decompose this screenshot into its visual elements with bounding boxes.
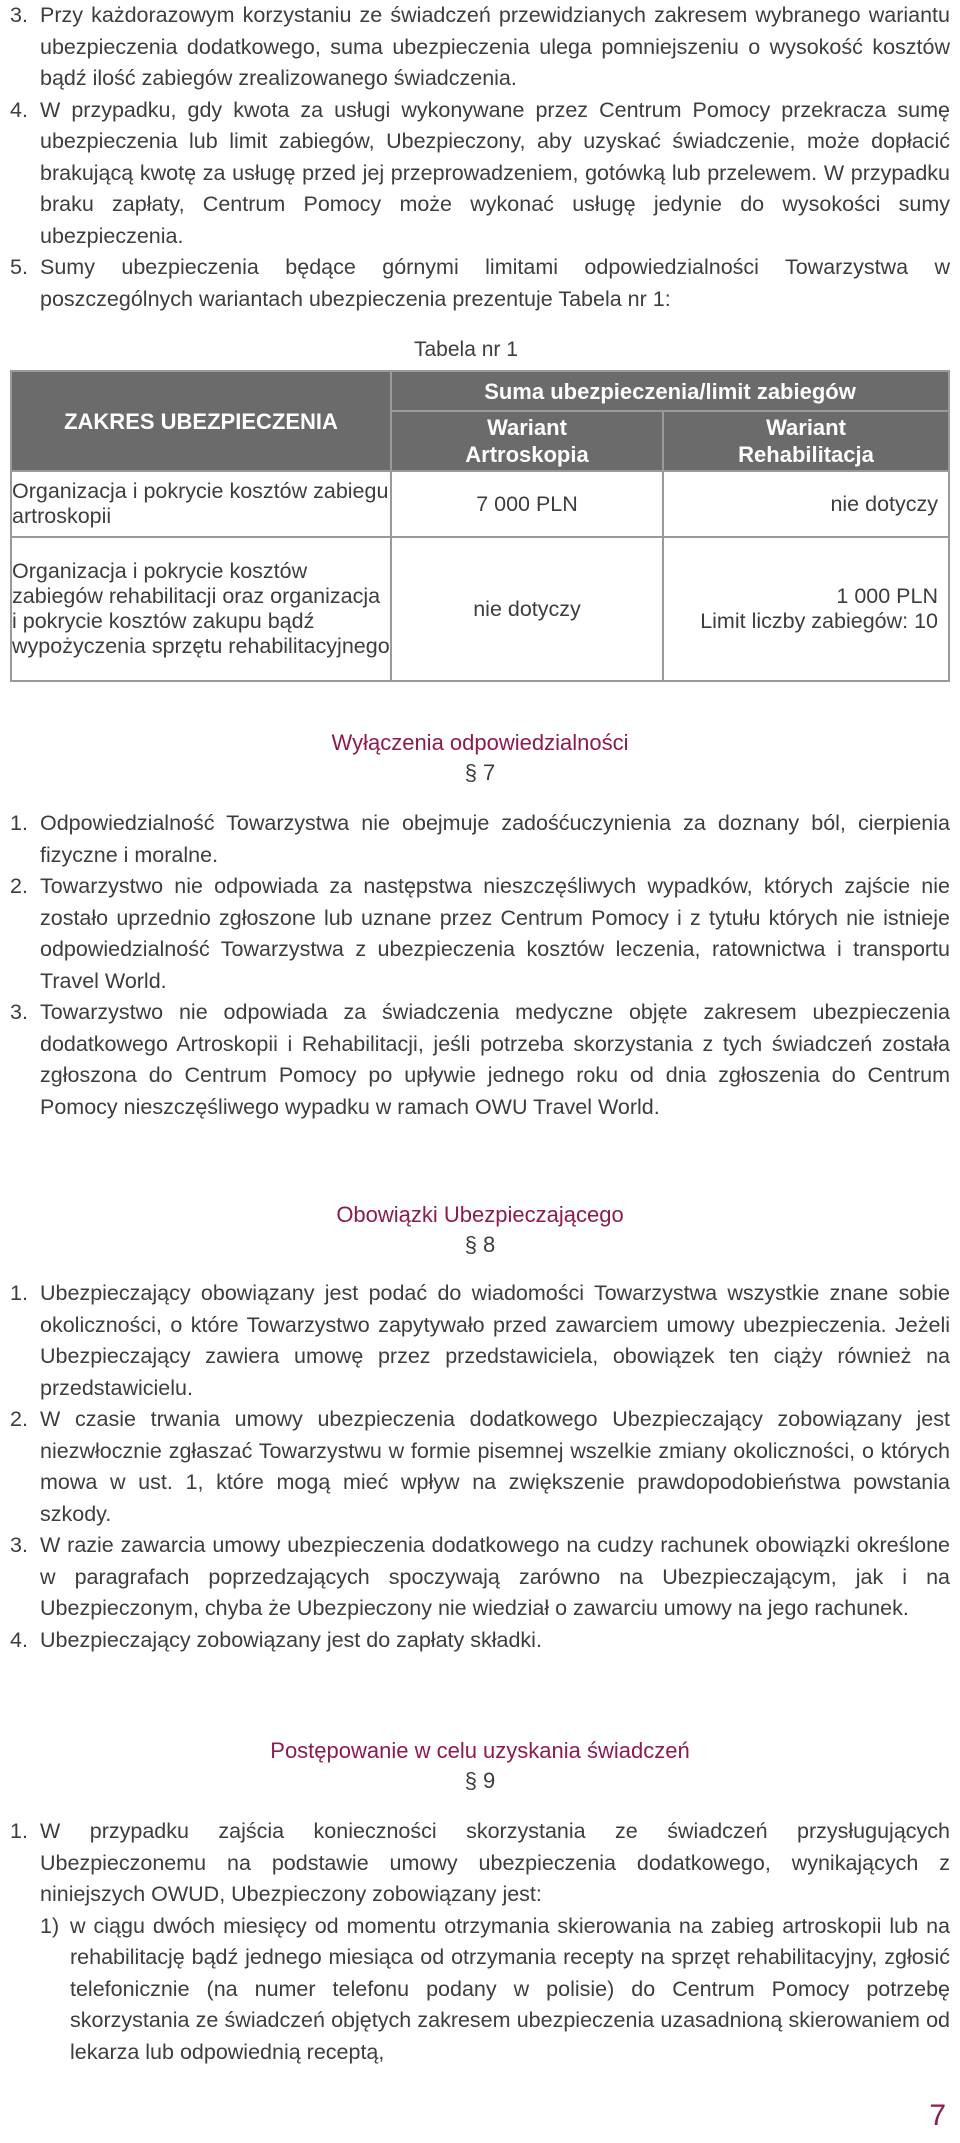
section-9-item-1-sub-1: 1) w ciągu dwóch miesięcy od momentu otrzymania skierowania na zabieg artroskopii lub na rehabilitację bądź jednego miesiąca od otrzymania recepty na sprzęt rehabilitacyjny, zgłosić telefonicznie (na numer telefonu podany w polisie) do Centrum Pomocy potrzebę skorzystania ze świadczeń objętych zakresem ubezpieczenia uzasadnioną skierowaniem od lekarza lub odpowiednią receptą, xyxy=(40,1913,950,2064)
coverage-intro xyxy=(10,0,950,315)
section-title: Wyłączenia odpowiedzialności xyxy=(331,730,629,755)
header-sum: Suma ubezpieczenia/limit zabiegów xyxy=(391,371,949,411)
page-number: 7 xyxy=(929,2099,946,2132)
header-variant-artroskopia: Wariant Artroskopia xyxy=(391,411,663,471)
row-rehab-value: 1 000 PLN Limit liczby zabiegów: 10 xyxy=(663,537,949,681)
header-scope: ZAKRES UBEZPIECZENIA xyxy=(11,371,391,471)
intro-item-3: 3. Przy każdorazowym korzystaniu ze świadczeń przewidzianych zakresem wybranego wariantu ubezpieczenia dodatkowego, suma ubezpieczenia ulega pomniejszeniu o wysokość kosztów bądź ilość zabiegów zrealizowanego świadczenia. xyxy=(10,3,950,90)
section-9 xyxy=(10,1736,950,2068)
row-artro-value: nie dotyczy xyxy=(391,537,663,681)
section-7-item-3: 3. Towarzystwo nie odpowiada za świadczenia medyczne objęte zakresem ubezpieczenia dodatkowego Artroskopii i Rehabilitacji, jeśli potrzeba skorzystania z tych świadczeń została zgłoszona do Centrum Pomocy po upływie jednego roku od dnia zgłoszenia do Centrum Pomocy nieszczęśliwego wypadku w ramach OWU Travel World. xyxy=(10,1000,950,1119)
table-caption: Tabela nr 1 xyxy=(414,338,518,361)
row-artro-value: 7 000 PLN xyxy=(391,471,663,537)
section-8-item-2: 2. W czasie trwania umowy ubezpieczenia dodatkowego Ubezpieczający zobowiązany jest niezwłocznie zgłaszać Towarzystwu w formie pisemnej wszelkie zmiany okoliczności, o których mowa w ust. 1, które mogą mieć wpływ na zwiększenie prawdopodobieństwa powstania szkody. xyxy=(10,1407,950,1526)
intro-item-4: 4. W przypadku, gdy kwota za usługi wykonywane przez Centrum Pomocy przekracza sumę ubezpieczenia lub limit zabiegów, Ubezpieczony, aby uzyskać świadczenie, może dopłacić brakującą kwotę za usługę przed jej przeprowadzeniem, gotówką lub przelewem. W przypadku braku zapłaty, Centrum Pomocy może wykonać usługę jedynie do wysokości sumy ubezpieczenia. xyxy=(10,97,950,248)
section-8-item-4: 4. Ubezpieczający zobowiązany jest do zapłaty składki. xyxy=(10,1627,542,1652)
section-7 xyxy=(10,728,950,1123)
header-variant-rehabilitacja: Wariant Rehabilitacja xyxy=(663,411,949,471)
section-paragraph-mark: § 9 xyxy=(464,1768,496,1793)
row-scope: Organizacja i pokrycie kosztów zabiegu artroskopii xyxy=(11,471,391,537)
section-9-item-1: 1. W przypadku zajścia konieczności skorzystania ze świadczeń przysługujących Ubezpieczonemu na podstawie umowy ubezpieczenia dodatkowego, wynikających z niniejszych OWUD, Ubezpieczony zobowiązany jest: xyxy=(10,1819,950,1906)
section-7-item-2: 2. Towarzystwo nie odpowiada za następstwa nieszczęśliwych wypadków, których zajście nie zostało uprzednio zgłoszone lub uznane przez Centrum Pomocy i z tytułu których nie istnieje odpowiedzialność Towarzystwa z ubezpieczenia kosztów leczenia, ratownictwa i transportu Travel World. xyxy=(10,874,950,993)
section-title: Postępowanie w celu uzyskania świadczeń xyxy=(270,1738,690,1763)
section-8-item-1: 1. Ubezpieczający obowiązany jest podać do wiadomości Towarzystwa wszystkie znane sobie okoliczności, o które Towarzystwo zapytywało przed zawarciem umowy ubezpieczenia. Jeżeli Ubezpieczający zawiera umowę przez przedstawiciela, obowiązek ten ciąży również na przedstawicielu. xyxy=(10,1281,950,1400)
section-8-item-3: 3. W razie zawarcia umowy ubezpieczenia dodatkowego na cudzy rachunek obowiązki określone w paragrafach poprzedzających spoczywają zarówno na Ubezpieczającym, jak i na Ubezpieczonym, chyba że Ubezpieczony nie wiedział o zawarciu umowy na jego rachunek. xyxy=(10,1533,950,1620)
row-rehab-value: nie dotyczy xyxy=(663,471,949,537)
coverage-table xyxy=(10,370,950,682)
intro-item-5: 5. Sumy ubezpieczenia będące górnymi limitami odpowiedzialności Towarzystwa w poszczególnych wariantach ubezpieczenia prezentuje Tabela nr 1: xyxy=(10,255,950,311)
row-scope: Organizacja i pokrycie kosztów zabiegów rehabilitacji oraz organizacja i pokrycie kosztów zakupu bądź wypożyczenia sprzętu rehabilitacyjnego xyxy=(11,537,391,681)
section-7-item-1: 1. Odpowiedzialność Towarzystwa nie obejmuje zadośćuczynienia za doznany ból, cierpienia fizyczne i moralne. xyxy=(10,811,950,867)
table-row xyxy=(11,471,949,537)
table-row xyxy=(11,537,949,681)
section-8 xyxy=(10,1200,950,1656)
section-paragraph-mark: § 8 xyxy=(464,1232,496,1257)
section-title: Obowiązki Ubezpieczającego xyxy=(336,1202,624,1227)
section-paragraph-mark: § 7 xyxy=(464,760,496,785)
